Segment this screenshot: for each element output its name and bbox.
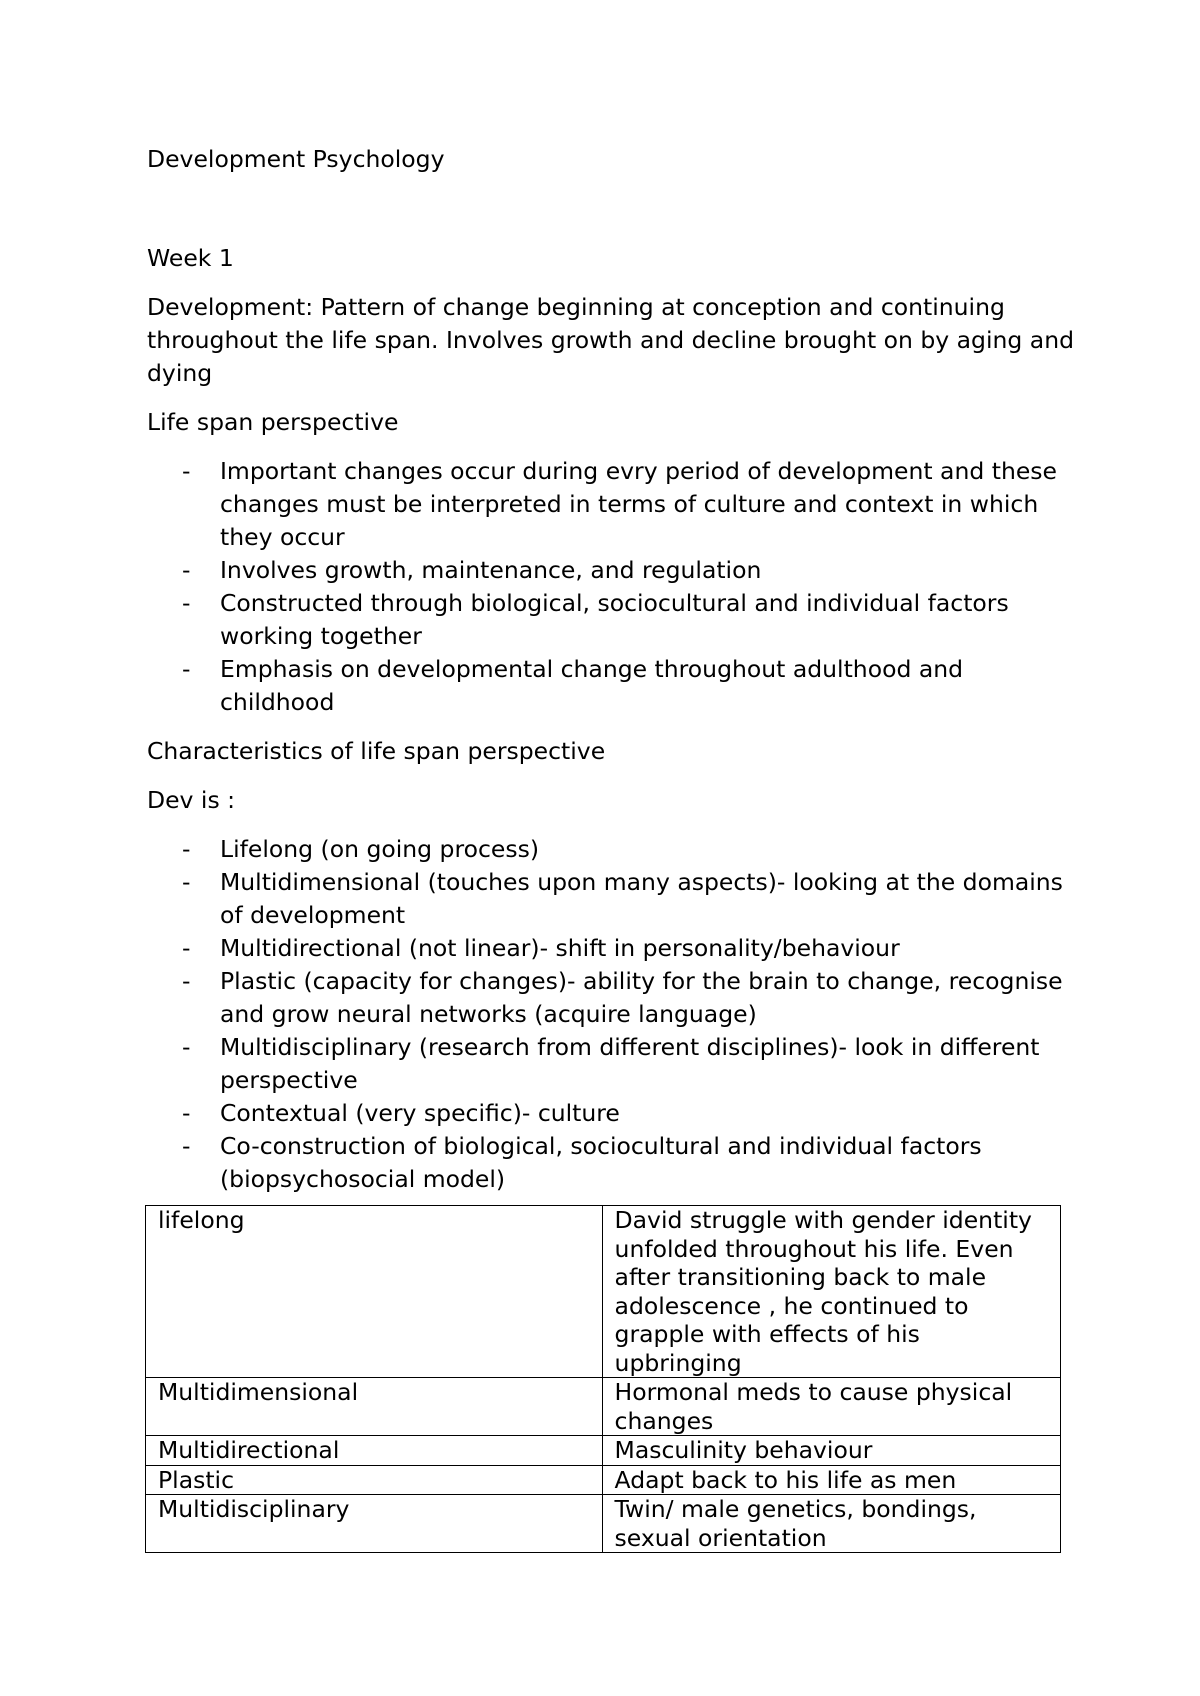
list-item-text: Multidirectional (not linear)- shift in personality/behaviour [220, 934, 900, 962]
list-item [147, 455, 1077, 554]
dash-bullet: - [182, 556, 191, 584]
table-cell-term: Multidirectional [146, 1436, 603, 1466]
list-item-text: Important changes occur during evry period of development and these changes must be interpreted in terms of culture and context in which they occur [220, 457, 1057, 551]
table-row [146, 1465, 1061, 1495]
dash-bullet: - [182, 967, 191, 995]
list-item-text: Emphasis on developmental change throughout adulthood and childhood [220, 655, 964, 716]
list-item [147, 932, 1077, 965]
dash-bullet: - [182, 589, 191, 617]
table-row [146, 1378, 1061, 1436]
table-row [146, 1206, 1061, 1378]
list-item-text: Involves growth, maintenance, and regulation [220, 556, 762, 584]
dash-bullet: - [182, 1099, 191, 1127]
table-cell-term: lifelong [146, 1206, 603, 1378]
dash-bullet: - [182, 868, 191, 896]
characteristics-list [147, 833, 1077, 1196]
table-row [146, 1495, 1061, 1553]
table-cell-example: Adapt back to his life as men [602, 1465, 1060, 1495]
list-item-text: Plastic (capacity for changes)- ability for the brain to change, recognise and grow neural networks (acquire language) [220, 967, 1063, 1028]
life-span-list [147, 455, 1077, 719]
document-title: Development Psychology [147, 145, 445, 173]
table-cell-example: Hormonal meds to cause physical changes [602, 1378, 1060, 1436]
list-item [147, 866, 1077, 932]
dash-bullet: - [182, 934, 191, 962]
list-item-text: Multidimensional (touches upon many aspects)- looking at the domains of development [220, 868, 1063, 929]
table-cell-term: Plastic [146, 1465, 603, 1495]
table-cell-example: Masculinity behaviour [602, 1436, 1060, 1466]
list-item [147, 554, 1077, 587]
list-item-text: Constructed through biological, sociocultural and individual factors working together [220, 589, 1009, 650]
list-item [147, 587, 1077, 653]
document-page [147, 143, 1077, 1196]
list-item [147, 1031, 1077, 1097]
table-cell-example: Twin/ male genetics, bondings, sexual orientation [602, 1495, 1060, 1553]
table-row [146, 1436, 1061, 1466]
list-item [147, 1130, 1077, 1196]
list-item [147, 1097, 1077, 1130]
table-cell-term: Multidisciplinary [146, 1495, 603, 1553]
section-heading-characteristics: Characteristics of life span perspective [147, 737, 606, 765]
section-heading-life-span: Life span perspective [147, 408, 399, 436]
dash-bullet: - [182, 835, 191, 863]
list-item [147, 833, 1077, 866]
dash-bullet: - [182, 1033, 191, 1061]
list-item-text: Multidisciplinary (research from different disciplines)- look in different perspective [220, 1033, 1040, 1094]
dash-bullet: - [182, 457, 191, 485]
dev-is-label: Dev is : [147, 786, 236, 814]
table-cell-example: David struggle with gender identity unfolded throughout his life. Even after transitioning back to male adolescence , he continued to grapple with effects of his upbringing [602, 1206, 1060, 1378]
dash-bullet: - [182, 1132, 191, 1160]
list-item [147, 965, 1077, 1031]
dash-bullet: - [182, 655, 191, 683]
table-cell-term: Multidimensional [146, 1378, 603, 1436]
list-item-text: Lifelong (on going process) [220, 835, 540, 863]
list-item-text: Contextual (very specific)- culture [220, 1099, 620, 1127]
development-definition: Development: Pattern of change beginning at conception and continuing throughout the life span. Involves growth and decline brought on by aging and dying [147, 293, 1074, 387]
list-item-text: Co-construction of biological, sociocultural and individual factors (biopsychosocial model) [220, 1132, 982, 1193]
list-item [147, 653, 1077, 719]
week-heading: Week 1 [147, 244, 234, 272]
characteristics-table [145, 1205, 1061, 1553]
